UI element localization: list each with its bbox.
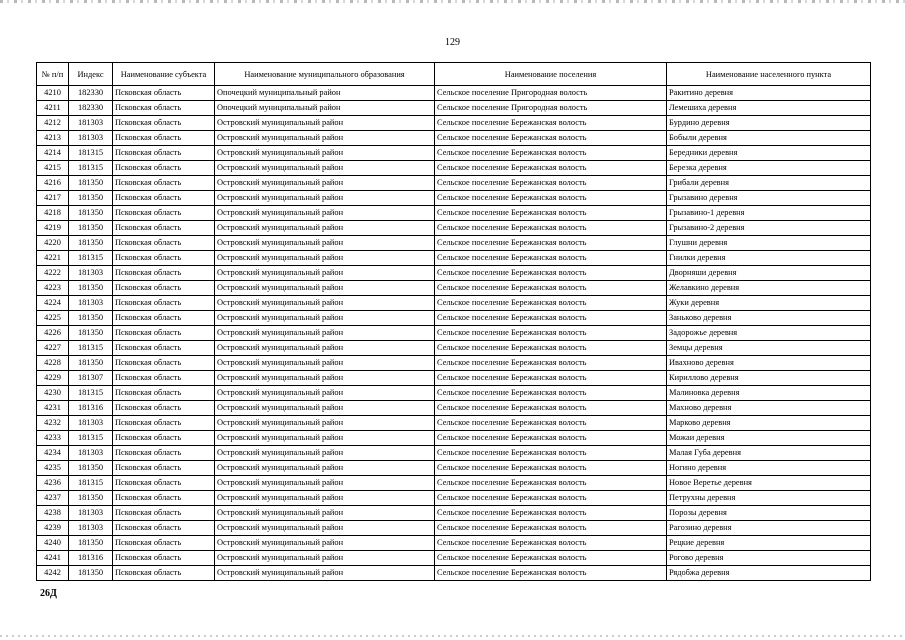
cell-index: 182330 (69, 86, 113, 101)
cell-num: 4228 (37, 356, 69, 371)
cell-settlement: Сельское поселение Бережанская волость (435, 416, 667, 431)
cell-subject: Псковская область (113, 326, 215, 341)
cell-municipality: Островский муниципальный район (215, 386, 435, 401)
cell-num: 4237 (37, 491, 69, 506)
table-row (37, 536, 871, 551)
table-row (37, 86, 871, 101)
cell-index: 181315 (69, 251, 113, 266)
cell-locality: Новое Веретье деревня (667, 476, 871, 491)
cell-num: 4236 (37, 476, 69, 491)
table-row (37, 551, 871, 566)
cell-settlement: Сельское поселение Бережанская волость (435, 446, 667, 461)
cell-locality: Грызавино-2 деревня (667, 221, 871, 236)
cell-locality: Малая Губа деревня (667, 446, 871, 461)
cell-num: 4226 (37, 326, 69, 341)
cell-index: 181316 (69, 401, 113, 416)
cell-locality: Грибали деревня (667, 176, 871, 191)
cell-locality: Рогово деревня (667, 551, 871, 566)
cell-municipality: Опочецкий муниципальный район (215, 86, 435, 101)
cell-municipality: Островский муниципальный район (215, 251, 435, 266)
table-row (37, 236, 871, 251)
cell-municipality: Островский муниципальный район (215, 221, 435, 236)
cell-subject: Псковская область (113, 146, 215, 161)
cell-municipality: Островский муниципальный район (215, 461, 435, 476)
cell-index: 181303 (69, 506, 113, 521)
table-row (37, 296, 871, 311)
cell-locality: Рагозино деревня (667, 521, 871, 536)
cell-municipality: Островский муниципальный район (215, 131, 435, 146)
cell-num: 4222 (37, 266, 69, 281)
cell-index: 181303 (69, 296, 113, 311)
cell-index: 181303 (69, 446, 113, 461)
cell-num: 4235 (37, 461, 69, 476)
table-row (37, 491, 871, 506)
table-row (37, 326, 871, 341)
cell-settlement: Сельское поселение Бережанская волость (435, 176, 667, 191)
cell-settlement: Сельское поселение Бережанская волость (435, 431, 667, 446)
table-row (37, 461, 871, 476)
cell-municipality: Островский муниципальный район (215, 551, 435, 566)
cell-subject: Псковская область (113, 431, 215, 446)
cell-subject: Псковская область (113, 476, 215, 491)
cell-locality: Ногино деревня (667, 461, 871, 476)
cell-subject: Псковская область (113, 446, 215, 461)
cell-settlement: Сельское поселение Бережанская волость (435, 131, 667, 146)
cell-num: 4212 (37, 116, 69, 131)
cell-settlement: Сельское поселение Бережанская волость (435, 161, 667, 176)
cell-locality: Рядобжа деревня (667, 566, 871, 581)
cell-municipality: Островский муниципальный район (215, 371, 435, 386)
cell-settlement: Сельское поселение Бережанская волость (435, 311, 667, 326)
cell-num: 4224 (37, 296, 69, 311)
cell-index: 181350 (69, 176, 113, 191)
cell-index: 181303 (69, 416, 113, 431)
cell-municipality: Островский муниципальный район (215, 491, 435, 506)
table-row (37, 131, 871, 146)
cell-num: 4213 (37, 131, 69, 146)
table-row (37, 386, 871, 401)
table-row (37, 221, 871, 236)
cell-index: 181350 (69, 191, 113, 206)
cell-settlement: Сельское поселение Бережанская волость (435, 236, 667, 251)
cell-settlement: Сельское поселение Бережанская волость (435, 296, 667, 311)
cell-subject: Псковская область (113, 416, 215, 431)
cell-subject: Псковская область (113, 176, 215, 191)
cell-index: 181315 (69, 146, 113, 161)
table-row (37, 281, 871, 296)
cell-municipality: Островский муниципальный район (215, 356, 435, 371)
cell-settlement: Сельское поселение Бережанская волость (435, 506, 667, 521)
cell-settlement: Сельское поселение Бережанская волость (435, 146, 667, 161)
cell-settlement: Сельское поселение Бережанская волость (435, 281, 667, 296)
table-row (37, 101, 871, 116)
cell-num: 4220 (37, 236, 69, 251)
cell-num: 4232 (37, 416, 69, 431)
table-row (37, 416, 871, 431)
cell-subject: Псковская область (113, 266, 215, 281)
table-row (37, 431, 871, 446)
table-row (37, 566, 871, 581)
cell-index: 181350 (69, 221, 113, 236)
table-row (37, 371, 871, 386)
cell-subject: Псковская область (113, 101, 215, 116)
cell-index: 181303 (69, 131, 113, 146)
scan-edge-top (0, 0, 905, 3)
header-locality: Наименование населенного пункта (667, 63, 871, 86)
table-row (37, 506, 871, 521)
cell-num: 4219 (37, 221, 69, 236)
cell-municipality: Островский муниципальный район (215, 506, 435, 521)
cell-municipality: Островский муниципальный район (215, 146, 435, 161)
cell-num: 4215 (37, 161, 69, 176)
cell-settlement: Сельское поселение Бережанская волость (435, 521, 667, 536)
cell-locality: Задорожье деревня (667, 326, 871, 341)
table-row (37, 266, 871, 281)
cell-municipality: Островский муниципальный район (215, 116, 435, 131)
header-num: № п/п (37, 63, 69, 86)
cell-locality: Малиновка деревня (667, 386, 871, 401)
cell-subject: Псковская область (113, 206, 215, 221)
cell-subject: Псковская область (113, 161, 215, 176)
cell-subject: Псковская область (113, 116, 215, 131)
cell-municipality: Островский муниципальный район (215, 476, 435, 491)
cell-municipality: Островский муниципальный район (215, 416, 435, 431)
cell-settlement: Сельское поселение Бережанская волость (435, 476, 667, 491)
cell-subject: Псковская область (113, 356, 215, 371)
table-row (37, 206, 871, 221)
cell-municipality: Островский муниципальный район (215, 176, 435, 191)
cell-subject: Псковская область (113, 506, 215, 521)
cell-municipality: Островский муниципальный район (215, 401, 435, 416)
table-row (37, 176, 871, 191)
table-row (37, 311, 871, 326)
cell-num: 4227 (37, 341, 69, 356)
cell-index: 181350 (69, 236, 113, 251)
cell-subject: Псковская область (113, 371, 215, 386)
cell-subject: Псковская область (113, 461, 215, 476)
cell-num: 4242 (37, 566, 69, 581)
cell-settlement: Сельское поселение Бережанская волость (435, 251, 667, 266)
cell-locality: Кириллово деревня (667, 371, 871, 386)
cell-num: 4225 (37, 311, 69, 326)
cell-subject: Псковская область (113, 86, 215, 101)
cell-locality: Бобыли деревня (667, 131, 871, 146)
cell-settlement: Сельское поселение Бережанская волость (435, 206, 667, 221)
cell-subject: Псковская область (113, 296, 215, 311)
cell-num: 4238 (37, 506, 69, 521)
cell-index: 181350 (69, 536, 113, 551)
cell-index: 181350 (69, 206, 113, 221)
table-row (37, 251, 871, 266)
cell-subject: Псковская область (113, 386, 215, 401)
table-row (37, 116, 871, 131)
cell-index: 181350 (69, 566, 113, 581)
cell-num: 4210 (37, 86, 69, 101)
cell-locality: Порозы деревня (667, 506, 871, 521)
table-row (37, 341, 871, 356)
cell-locality: Рецкие деревня (667, 536, 871, 551)
cell-subject: Псковская область (113, 551, 215, 566)
cell-settlement: Сельское поселение Пригородная волость (435, 86, 667, 101)
cell-index: 181350 (69, 461, 113, 476)
table-row (37, 521, 871, 536)
cell-municipality: Островский муниципальный район (215, 341, 435, 356)
cell-num: 4214 (37, 146, 69, 161)
cell-subject: Псковская область (113, 131, 215, 146)
cell-index: 181350 (69, 326, 113, 341)
page-number: 129 (445, 37, 460, 48)
cell-settlement: Сельское поселение Бережанская волость (435, 566, 667, 581)
cell-municipality: Островский муниципальный район (215, 536, 435, 551)
cell-num: 4239 (37, 521, 69, 536)
cell-num: 4233 (37, 431, 69, 446)
scan-edge-bottom (0, 635, 905, 637)
cell-settlement: Сельское поселение Бережанская волость (435, 491, 667, 506)
cell-num: 4217 (37, 191, 69, 206)
cell-index: 181316 (69, 551, 113, 566)
table-header (37, 63, 871, 86)
header-settlement: Наименование поселения (435, 63, 667, 86)
cell-index: 181350 (69, 311, 113, 326)
cell-subject: Псковская область (113, 191, 215, 206)
table-row (37, 161, 871, 176)
cell-locality: Ивахново деревня (667, 356, 871, 371)
cell-municipality: Островский муниципальный район (215, 431, 435, 446)
cell-settlement: Сельское поселение Бережанская волость (435, 191, 667, 206)
table-row (37, 191, 871, 206)
cell-locality: Гнилки деревня (667, 251, 871, 266)
cell-municipality: Островский муниципальный район (215, 446, 435, 461)
cell-num: 4231 (37, 401, 69, 416)
cell-num: 4240 (37, 536, 69, 551)
cell-municipality: Островский муниципальный район (215, 281, 435, 296)
cell-locality: Петрухны деревня (667, 491, 871, 506)
cell-subject: Псковская область (113, 401, 215, 416)
cell-subject: Псковская область (113, 491, 215, 506)
cell-municipality: Островский муниципальный район (215, 191, 435, 206)
cell-subject: Псковская область (113, 536, 215, 551)
cell-settlement: Сельское поселение Пригородная волость (435, 101, 667, 116)
cell-locality: Бередники деревня (667, 146, 871, 161)
cell-locality: Дворняши деревня (667, 266, 871, 281)
header-municipality: Наименование муниципального образования (215, 63, 435, 86)
cell-subject: Псковская область (113, 311, 215, 326)
table-row (37, 356, 871, 371)
table-row (37, 476, 871, 491)
cell-settlement: Сельское поселение Бережанская волость (435, 341, 667, 356)
cell-settlement: Сельское поселение Бережанская волость (435, 356, 667, 371)
cell-locality: Глушни деревня (667, 236, 871, 251)
cell-index: 181315 (69, 341, 113, 356)
cell-locality: Ракитино деревня (667, 86, 871, 101)
table-body (37, 86, 871, 581)
header-subject: Наименование субъекта (113, 63, 215, 86)
cell-locality: Желавкино деревня (667, 281, 871, 296)
table-row (37, 446, 871, 461)
cell-num: 4223 (37, 281, 69, 296)
header-row (37, 63, 871, 86)
cell-index: 182330 (69, 101, 113, 116)
cell-settlement: Сельское поселение Бережанская волость (435, 266, 667, 281)
cell-subject: Псковская область (113, 221, 215, 236)
cell-municipality: Островский муниципальный район (215, 296, 435, 311)
cell-index: 181350 (69, 356, 113, 371)
cell-index: 181350 (69, 491, 113, 506)
cell-municipality: Островский муниципальный район (215, 206, 435, 221)
cell-locality: Заньково деревня (667, 311, 871, 326)
cell-locality: Жуки деревня (667, 296, 871, 311)
cell-settlement: Сельское поселение Бережанская волость (435, 536, 667, 551)
cell-subject: Псковская область (113, 341, 215, 356)
footer-mark: 26Д (40, 588, 57, 599)
cell-index: 181303 (69, 116, 113, 131)
cell-municipality: Островский муниципальный район (215, 311, 435, 326)
cell-index: 181350 (69, 281, 113, 296)
cell-locality: Марково деревня (667, 416, 871, 431)
cell-municipality: Островский муниципальный район (215, 326, 435, 341)
cell-num: 4229 (37, 371, 69, 386)
cell-num: 4230 (37, 386, 69, 401)
cell-settlement: Сельское поселение Бережанская волость (435, 386, 667, 401)
cell-num: 4211 (37, 101, 69, 116)
cell-subject: Псковская область (113, 521, 215, 536)
cell-municipality: Островский муниципальный район (215, 566, 435, 581)
cell-num: 4234 (37, 446, 69, 461)
cell-index: 181303 (69, 266, 113, 281)
cell-locality: Березка деревня (667, 161, 871, 176)
cell-municipality: Островский муниципальный район (215, 266, 435, 281)
table-row (37, 146, 871, 161)
cell-locality: Бурдино деревня (667, 116, 871, 131)
cell-index: 181315 (69, 431, 113, 446)
cell-settlement: Сельское поселение Бережанская волость (435, 551, 667, 566)
cell-index: 181307 (69, 371, 113, 386)
cell-index: 181315 (69, 476, 113, 491)
cell-index: 181303 (69, 521, 113, 536)
header-index: Индекс (69, 63, 113, 86)
cell-num: 4241 (37, 551, 69, 566)
settlements-table (36, 62, 871, 581)
cell-municipality: Опочецкий муниципальный район (215, 101, 435, 116)
cell-settlement: Сельское поселение Бережанская волость (435, 401, 667, 416)
cell-num: 4221 (37, 251, 69, 266)
cell-settlement: Сельское поселение Бережанская волость (435, 221, 667, 236)
cell-index: 181315 (69, 386, 113, 401)
cell-locality: Грызавино деревня (667, 191, 871, 206)
cell-settlement: Сельское поселение Бережанская волость (435, 116, 667, 131)
cell-subject: Псковская область (113, 281, 215, 296)
cell-subject: Псковская область (113, 251, 215, 266)
cell-locality: Земцы деревня (667, 341, 871, 356)
cell-locality: Лемешиха деревня (667, 101, 871, 116)
cell-index: 181315 (69, 161, 113, 176)
table-row (37, 401, 871, 416)
cell-settlement: Сельское поселение Бережанская волость (435, 461, 667, 476)
cell-settlement: Сельское поселение Бережанская волость (435, 326, 667, 341)
cell-locality: Махново деревня (667, 401, 871, 416)
cell-subject: Псковская область (113, 236, 215, 251)
cell-num: 4216 (37, 176, 69, 191)
cell-locality: Грызавино-1 деревня (667, 206, 871, 221)
cell-locality: Можаи деревня (667, 431, 871, 446)
cell-municipality: Островский муниципальный район (215, 161, 435, 176)
cell-municipality: Островский муниципальный район (215, 236, 435, 251)
cell-municipality: Островский муниципальный район (215, 521, 435, 536)
cell-settlement: Сельское поселение Бережанская волость (435, 371, 667, 386)
cell-subject: Псковская область (113, 566, 215, 581)
cell-num: 4218 (37, 206, 69, 221)
